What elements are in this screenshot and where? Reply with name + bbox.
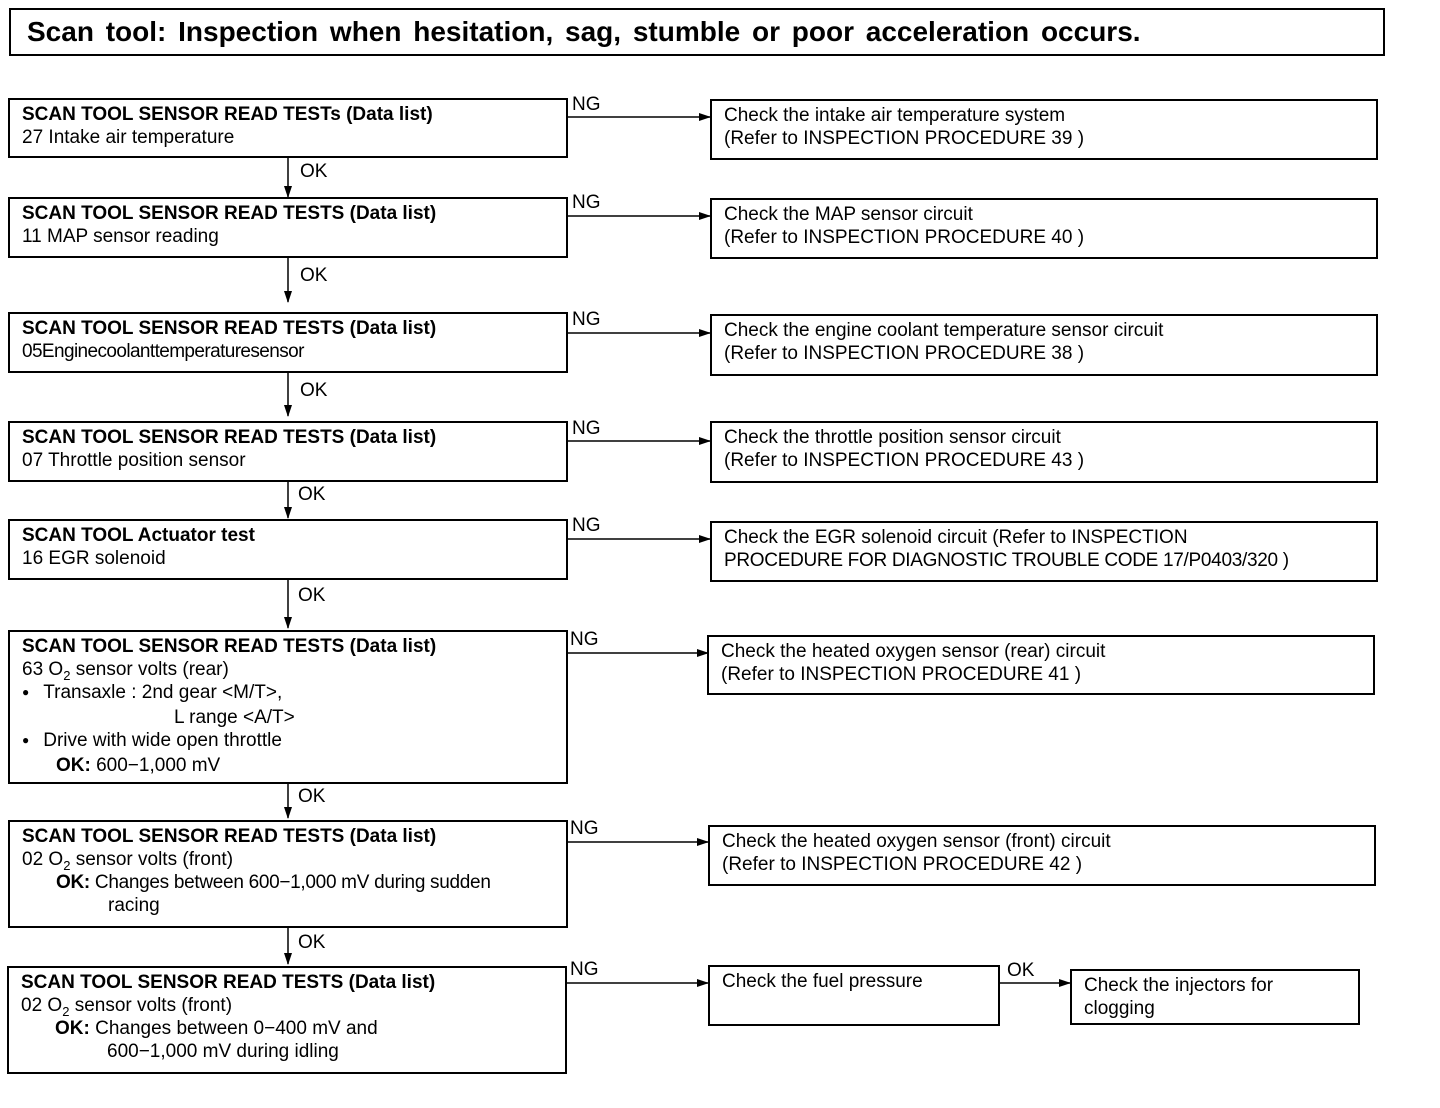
result-text: Check the throttle position sensor circuit <box>724 427 1061 448</box>
ng-label: NG <box>570 959 599 980</box>
test-box-7 <box>8 820 568 928</box>
result-ref: (Refer to INSPECTION PROCEDURE 38 ) <box>724 343 1085 364</box>
result-box-6 <box>707 635 1375 695</box>
test-item: 63 $O_2$ sensor volts (rear) <box>22 659 229 683</box>
test-box-4 <box>8 421 568 482</box>
test-item: 27 Intake air temperature <box>22 127 235 148</box>
ng-label: NG <box>572 94 601 115</box>
ok-label: OK <box>300 161 328 182</box>
condition-bullet: ● Transaxle : 2nd gear <M/T>, <box>22 681 554 706</box>
ok-criteria: OK: Changes between 0−400 mV and <box>55 1018 378 1039</box>
result-box-5 <box>710 521 1378 582</box>
test-box-2 <box>8 197 568 258</box>
test-box-8 <box>7 966 567 1074</box>
test-item: 16 EGR solenoid <box>22 548 166 569</box>
ok-label: OK <box>298 932 326 953</box>
test-item: 02 $O_2$ sensor volts (front) <box>22 849 234 873</box>
test-header: SCAN TOOL SENSOR READ TESTS (Data list) <box>22 826 437 847</box>
condition-bullet: ● Drive with wide open throttle <box>22 729 554 754</box>
ng-label: NG <box>572 309 601 330</box>
test-header: SCAN TOOL SENSOR READ TESTS (Data list) <box>22 318 437 339</box>
result-box-3 <box>710 314 1378 376</box>
ok-criteria-cont: 600−1,000 mV during idling <box>107 1041 339 1062</box>
test-header: SCAN TOOL SENSOR READ TESTS (Data list) <box>21 972 436 993</box>
ok-criteria-cont: racing <box>108 895 160 916</box>
result-box-8 <box>708 965 1000 1026</box>
test-box-3 <box>8 312 568 373</box>
ok-label: OK <box>298 484 326 505</box>
ng-label: NG <box>572 515 601 536</box>
result-box-1 <box>710 99 1378 160</box>
result-text: Check the intake air temperature system <box>724 105 1066 126</box>
final-text: Check the injectors for <box>1084 975 1274 996</box>
test-box-5 <box>8 519 568 580</box>
final-box <box>1070 969 1360 1025</box>
test-header: SCAN TOOL SENSOR READ TESTS (Data list) <box>22 636 437 657</box>
final-text-cont: clogging <box>1084 998 1155 1019</box>
page-title: Scan tool: Inspection when hesitation, sag, stumble or poor acceleration occurs. <box>9 8 1385 56</box>
test-item: 02 $O_2$ sensor volts (front) <box>21 995 233 1019</box>
result-text: Check the MAP sensor circuit <box>724 204 973 225</box>
ng-label: NG <box>572 418 601 439</box>
test-header: SCAN TOOL SENSOR READ TESTS (Data list) <box>22 427 437 448</box>
result-box-2 <box>710 198 1378 259</box>
ok-label: OK <box>1007 960 1035 981</box>
ng-label: NG <box>570 818 599 839</box>
test-item: 07 Throttle position sensor <box>22 450 246 471</box>
result-text: Check the engine coolant temperature sensor circuit <box>724 320 1164 341</box>
result-box-4 <box>710 421 1378 483</box>
ng-label: NG <box>572 192 601 213</box>
result-text: Check the heated oxygen sensor (rear) circuit <box>721 641 1106 662</box>
result-ref: (Refer to INSPECTION PROCEDURE 40 ) <box>724 227 1085 248</box>
result-ref: (Refer to INSPECTION PROCEDURE 43 ) <box>724 450 1085 471</box>
result-ref: (Refer to INSPECTION PROCEDURE 39 ) <box>724 128 1085 149</box>
test-header: SCAN TOOL Actuator test <box>22 525 255 546</box>
result-text: Check the fuel pressure <box>722 971 923 992</box>
result-box-7 <box>708 825 1376 886</box>
test-item: 05Enginecoolanttemperaturesensor <box>22 341 304 362</box>
result-text: Check the heated oxygen sensor (front) circuit <box>722 831 1111 852</box>
test-box-1 <box>8 98 568 158</box>
ng-label: NG <box>570 629 599 650</box>
ok-label: OK <box>298 786 326 807</box>
test-header: SCAN TOOL SENSOR READ TESTs (Data list) <box>22 104 433 125</box>
ok-label: OK <box>300 380 328 401</box>
result-text: Check the EGR solenoid circuit (Refer to INSPECTION <box>724 527 1188 548</box>
ok-label: OK <box>298 585 326 606</box>
test-box-6 <box>8 630 568 784</box>
result-ref: PROCEDURE FOR DIAGNOSTIC TROUBLE CODE 17/P0403/320 ) <box>724 550 1289 571</box>
result-ref: (Refer to INSPECTION PROCEDURE 42 ) <box>722 854 1083 875</box>
ok-criteria: OK: Changes between 600−1,000 mV during sudden <box>56 872 491 893</box>
result-ref: (Refer to INSPECTION PROCEDURE 41 ) <box>721 664 1082 685</box>
test-item: 11 MAP sensor reading <box>22 226 219 247</box>
ok-criteria: OK: 600−1,000 mV <box>56 755 221 776</box>
ok-label: OK <box>300 265 328 286</box>
condition-cont: L range <A/T> <box>174 707 295 728</box>
test-header: SCAN TOOL SENSOR READ TESTS (Data list) <box>22 203 437 224</box>
